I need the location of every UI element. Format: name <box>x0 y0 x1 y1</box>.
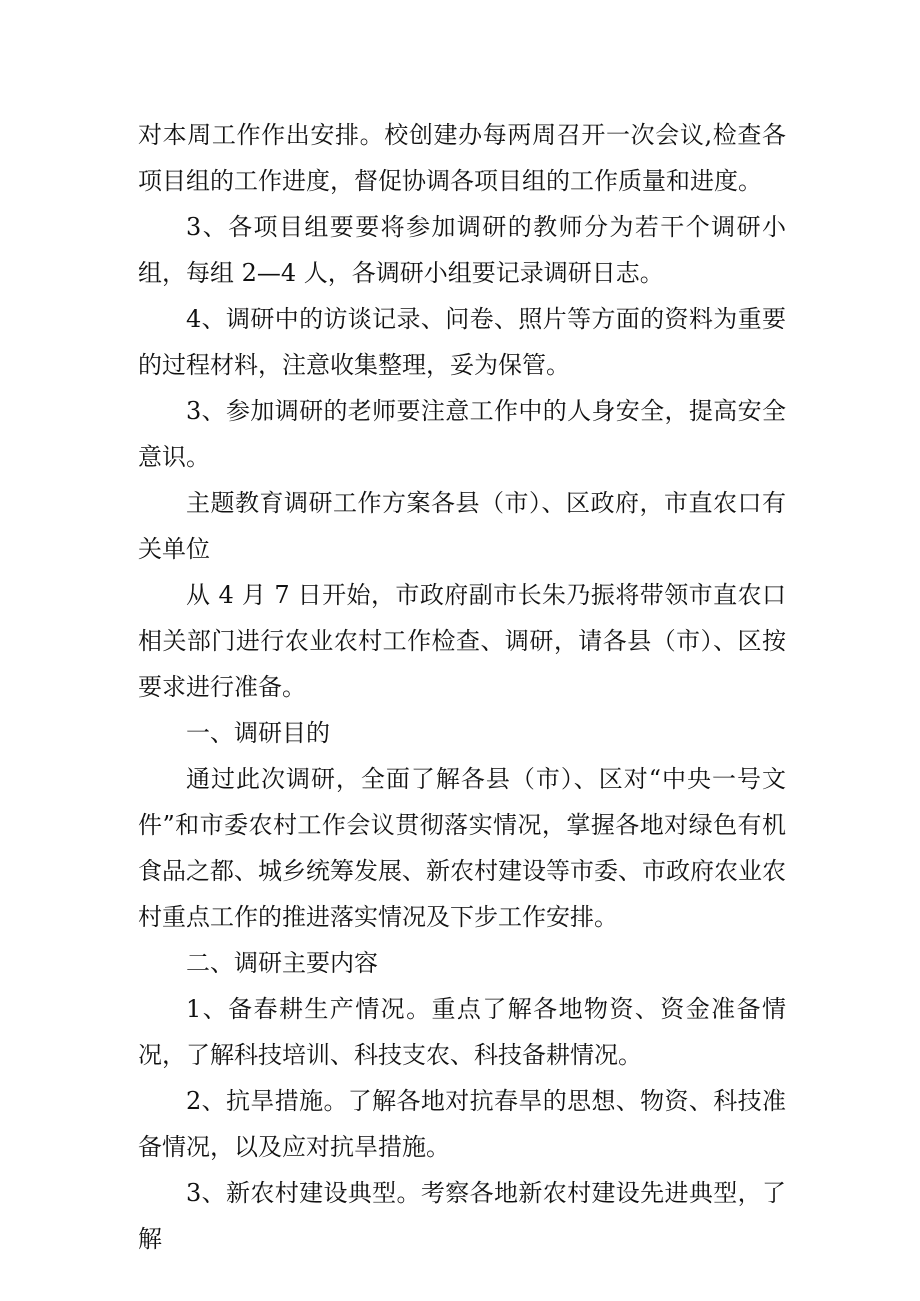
section-heading-content: 二、调研主要内容 <box>186 949 378 977</box>
paragraph-1: 对本周工作作出安排。校创建办每两周召开一次会议,检查各项目组的工作进度，督促协调各项目组的工作质量和进度。 <box>138 121 786 195</box>
paragraph-2: 3、各项目组要要将参加调研的教师分为若干个调研小组，每组 2—4 人，各调研小组要记录调研日志。 <box>138 213 786 287</box>
paragraph-6: 从 4 月 7 日开始，市政府副市长朱乃振将带领市直农口相关部门进行农业农村工作检查、调研，请各县（市）、区按要求进行准备。 <box>138 581 786 701</box>
paragraph-5: 主题教育调研工作方案各县（市）、区政府，市直农口有关单位 <box>138 489 786 563</box>
paragraph-3: 4、调研中的访谈记录、问卷、照片等方面的资料为重要的过程材料，注意收集整理，妥为保管。 <box>138 305 786 379</box>
paragraph-11: 2、抗旱措施。了解各地对抗春旱的思想、物资、科技准备情况，以及应对抗旱措施。 <box>138 1087 786 1161</box>
paragraph-12: 3、新农村建设典型。考察各地新农村建设先进典型，了解 <box>138 1179 786 1253</box>
section-heading-purpose: 一、调研目的 <box>186 719 330 747</box>
paragraph-8: 通过此次调研，全面了解各县（市）、区对“中央一号文件”和市委农村工作会议贯彻落实情况，掌握各地对绿色有机食品之都、城乡统筹发展、新农村建设等市委、市政府农业农村重点工作的推进落实情况及下步工作安排。 <box>138 765 786 931</box>
document-body <box>138 112 786 1262</box>
paragraph-4: 3、参加调研的老师要注意工作中的人身安全，提高安全意识。 <box>138 397 786 471</box>
paragraph-10: 1、备春耕生产情况。重点了解各地物资、资金准备情况，了解科技培训、科技支农、科技备耕情况。 <box>138 995 786 1069</box>
